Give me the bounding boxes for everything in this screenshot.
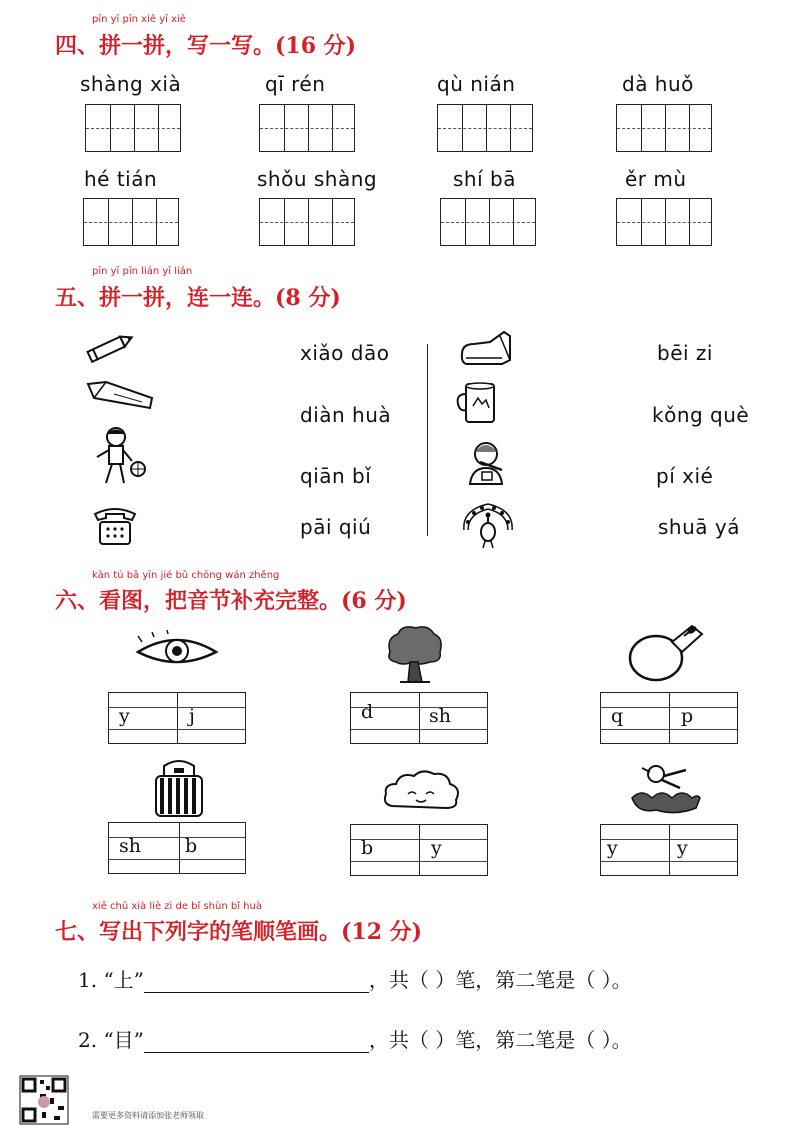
- tree-icon: [384, 624, 446, 686]
- question-1: [78, 964, 632, 993]
- divider: [427, 344, 428, 536]
- initial-q: q: [611, 705, 624, 727]
- pinyin-word: kǒng què: [652, 403, 750, 427]
- initial-b: b: [361, 837, 374, 859]
- shoe-icon: [458, 330, 514, 370]
- pinyin-word: qù nián: [437, 72, 516, 96]
- swimming-icon: [626, 758, 702, 816]
- pinyin-word: hé tián: [84, 167, 158, 191]
- writing-grid[interactable]: [83, 198, 179, 246]
- pinyin-word: qī rén: [265, 72, 326, 96]
- initial-j: j: [189, 705, 195, 727]
- writing-grid[interactable]: [259, 104, 355, 152]
- footer-note: 需要更多资料请添加张老师领取: [92, 1111, 204, 1120]
- syllable-box[interactable]: [350, 824, 488, 876]
- pinyin-word: pāi qiú: [300, 515, 372, 539]
- pinyin-word: pí xié: [656, 464, 714, 488]
- writing-grid[interactable]: [437, 104, 533, 152]
- cup-icon: [456, 380, 502, 426]
- brushing-teeth-icon: [462, 440, 512, 486]
- pinyin-word: dà huǒ: [622, 72, 694, 96]
- q1-char: 1. “上”: [78, 968, 144, 992]
- initial-y: y: [677, 837, 688, 859]
- cloud-icon: [382, 768, 462, 812]
- pinyin-word: bēi zi: [657, 341, 713, 365]
- syllable-box[interactable]: [600, 824, 738, 876]
- pinyin-word: shuā yá: [658, 515, 740, 539]
- sec4-title: 四、拼一拼，写一写。(16 分): [55, 33, 357, 59]
- initial-sh: sh: [119, 835, 141, 857]
- q1-rest: ，共（ ）笔，第二笔是（ ）。: [368, 968, 632, 992]
- knife-icon: [86, 380, 156, 410]
- syllable-box[interactable]: [350, 692, 488, 744]
- q2-char: 2. “目”: [78, 1028, 144, 1052]
- peacock-icon: [458, 500, 518, 550]
- writing-grid[interactable]: [616, 104, 712, 152]
- writing-grid[interactable]: [259, 198, 355, 246]
- schoolbag-icon: [150, 758, 208, 820]
- question-2: [78, 1024, 632, 1053]
- pencil-icon: [84, 333, 136, 363]
- writing-grid[interactable]: [440, 198, 536, 246]
- paddle-icon: [626, 620, 706, 682]
- q1-answer-line[interactable]: [144, 974, 369, 993]
- syllable-box[interactable]: [600, 692, 738, 744]
- q2-answer-line[interactable]: [144, 1034, 369, 1053]
- eye-icon: [134, 632, 220, 670]
- pinyin-word: xiǎo dāo: [300, 341, 390, 365]
- sec5-title: 五、拼一拼，连一连。(8 分): [55, 285, 341, 311]
- syllable-box[interactable]: [108, 822, 246, 874]
- initial-y: y: [431, 837, 442, 859]
- sec6-title: 六、看图，把音节补充完整。(6 分): [55, 588, 407, 614]
- pinyin-word: shǒu shàng: [257, 167, 378, 191]
- boy-ball-icon: [94, 425, 146, 491]
- pinyin-word: qiān bǐ: [300, 464, 372, 488]
- writing-grid[interactable]: [616, 198, 712, 246]
- sec5-ruby: pīn yī pīn lián yī lián: [92, 266, 193, 277]
- initial-sh: sh: [429, 705, 451, 727]
- initial-y: y: [119, 705, 130, 727]
- pinyin-word: diàn huà: [300, 403, 392, 427]
- writing-grid[interactable]: [85, 104, 181, 152]
- initial-d: d: [361, 701, 374, 723]
- initial-y: y: [607, 837, 618, 859]
- q2-rest: ，共（ ）笔，第二笔是（ ）。: [368, 1028, 632, 1052]
- sec7-title: 七、写出下列字的笔顺笔画。(12 分): [55, 919, 423, 945]
- sec7-ruby: xiě chū xià liè zì de bǐ shùn bǐ huà: [92, 901, 262, 912]
- pinyin-word: ěr mù: [625, 167, 687, 191]
- pinyin-word: shí bā: [453, 167, 516, 191]
- initial-p: p: [681, 705, 694, 727]
- telephone-icon: [92, 504, 138, 548]
- syllable-box[interactable]: [108, 692, 246, 744]
- qr-code-icon: [20, 1076, 68, 1124]
- sec4-ruby: pīn yī pīn xiě yī xiě: [92, 14, 186, 25]
- pinyin-word: shàng xià: [80, 72, 182, 96]
- initial-b: b: [185, 835, 198, 857]
- sec6-ruby: kàn tú bǎ yīn jié bǔ chōng wán zhěng: [92, 570, 280, 581]
